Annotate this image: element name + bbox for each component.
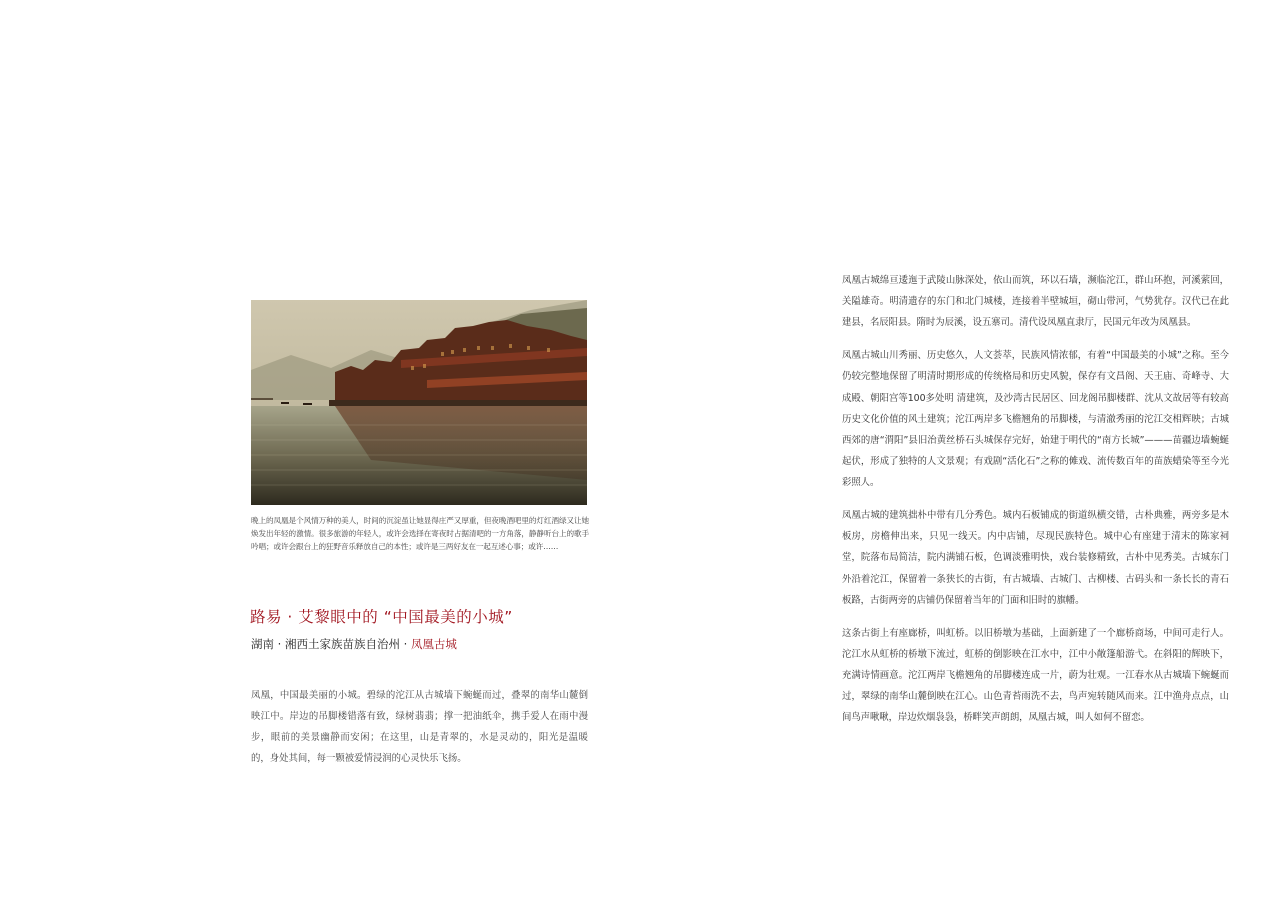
location-highlight: 凤凰古城 [410,637,457,651]
photo-caption: 晚上的凤凰是个风情万种的美人，时间的沉淀虽让她显得庄严又厚重，但夜晚酒吧里的灯红酒绿又让她焕发出年轻的激情。很多旅游的年轻人，或许会选择在寄夜时占据清吧的一方角落，静静听台上的歌手吟唱；或许会跟台上的狂野音乐释放自己的本性；或许是三两好友在一起互述心事；或许…… [251,516,589,551]
right-column-body [842,270,1229,740]
intro-paragraph: 凤凰，中国最美丽的小城。碧绿的沱江从古城墙下蜿蜒而过，叠翠的南华山麓倒映江中。岸边的吊脚楼错落有致，绿树翡翡；撑一把油纸伞，携手爱人在雨中漫步，眼前的美景幽静而安闲；在这里，山是青翠的，水是灵动的，阳光是温暖的，身处其间，每一颗被爱情浸润的心灵快乐飞扬。 [251,690,588,764]
body-paragraph-4: 这条古街上有座廊桥，叫虹桥。以旧桥墩为基础，上面新建了一个廊桥商场，中间可走行人。沱江水从虹桥的桥墩下流过，虹桥的倒影映在江水中，江中小敞篷船游弋。在斜阳的辉映下，充满诗情画意。沱江两岸飞檐翘角的吊脚楼连成一片，蔚为壮观。一江春水从古城墙下蜿蜒而过，翠绿的南华山麓倒映在江心。山色青苔雨洗不去，鸟声宛转随风而来。江中渔舟点点，山间鸟声啾啾，岸边炊烟袅袅，桥畔笑声朗朗，凤凰古城，叫人如何不留恋。 [842,627,1229,724]
article-subtitle [251,636,651,652]
body-paragraph-3: 凤凰古城的建筑拙朴中带有几分秀色。城内石板铺成的街道纵横交错，古朴典雅，两旁多是木板房，房檐伸出来，只见一线天。内中店铺，尽现民族特色。城中心有座建于清末的陈家祠堂，院落布局简洁，院内满铺石板，色调淡雅明快，戏台装修精致，古朴中见秀美。古城东门外沿着沱江，保留着一条狭长的古街，有古城墙、古城门、古柳楼、古码头和一条长长的青石板路，古街两旁的店铺仍保留着当年的门面和旧时的旗幡。 [842,510,1229,606]
body-paragraph-1: 凤凰古城绵亘逶迤于武陵山脉深处，依山而筑，环以石墙，濒临沱江，群山环抱，河溪萦回，关隘雄奇。明清遗存的东门和北门城楼，连接着半壁城垣，砌山带河，气势犹存。汉代已在此建县，名辰阳县。隋时为辰溪，设五寨司。清代设凤凰直隶厅，民国元年改为凤凰县。 [842,275,1229,329]
body-paragraph-2: 凤凰古城山川秀丽、历史悠久，人文荟萃，民族风情浓郁，有着“中国最美的小城”之称。至今仍较完整地保留了明清时期形成的传统格局和历史风貌，保存有文昌阁、天王庙、奇峰寺、大成殿、朝阳宫等100多处明 清建筑，及沙湾古民居区、回龙阁吊脚楼群、沈从文故居等有较高历史文化价值的风土建筑；沱江两岸多飞檐翘角的吊脚楼，与清澈秀丽的沱江交相辉映；古城西郊的唐“渭阳”县旧治黄丝桥石头城保存完好，始建于明代的“南方长城”———苗疆边墙蜿蜒起伏，形成了独特的人文景观；有戏剧“活化石”之称的傩戏、流传数百年的苗族蜡染等至今光彩照人。 [842,350,1229,489]
fenghuang-river-town-photo [251,300,587,505]
article-title: 路易 · 艾黎眼中的 “中国最美的小城” [250,608,513,626]
location-path: 湖南 · 湘西土家族苗族自治州 · [251,637,411,651]
